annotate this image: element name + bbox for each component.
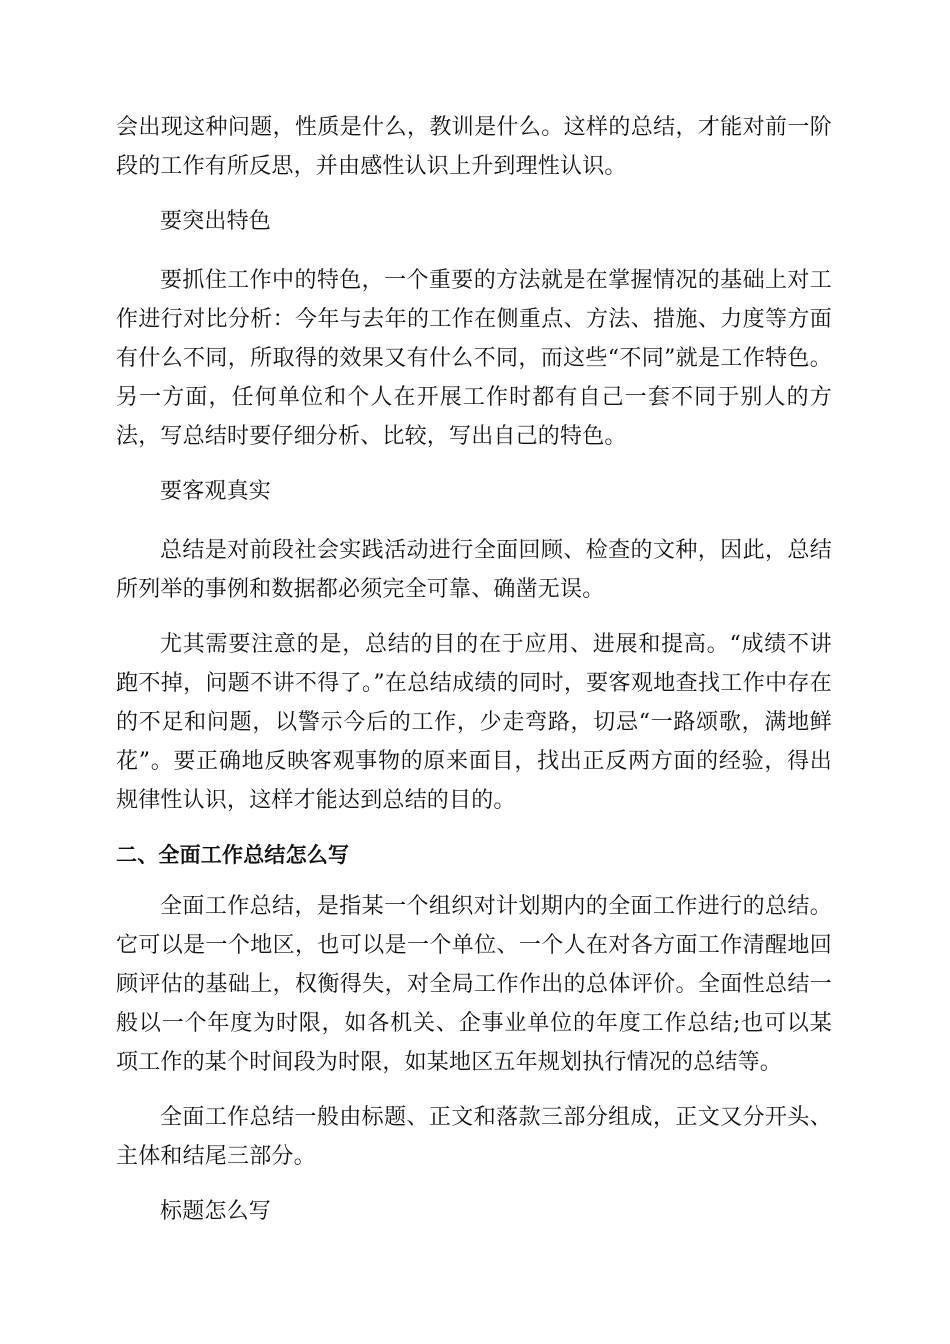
subheading-objective-truthful: 要客观真实	[160, 479, 272, 504]
paragraph-comprehensive-definition: 全面工作总结，是指某一个组织对计划期内的全面工作进行的总结。它可以是一个地区，也可以是一个单位、一个人在对各方面工作清醒地回顾评估的基础上，权衡得失，对全局工作作出的总体评价。全面性总结一般以一个年度为时限，如各机关、企事业单位的年度工作总结;也可以某项工作的某个时间段为时限，如某地区五年规划执行情况的总结等。	[116, 894, 832, 1075]
paragraph-objective-1: 总结是对前段社会实践活动进行全面回顾、检查的文种，因此，总结所列举的事例和数据都必须完全可靠、确凿无误。	[116, 538, 832, 602]
subheading-highlight-features: 要突出特色	[160, 209, 272, 234]
document-body	[116, 108, 832, 1251]
paragraph-objective-2: 尤其需要注意的是，总结的目的在于应用、进展和提高。“成绩不讲跑不掉，问题不讲不得了。”在总结成绩的同时，要客观地查找工作中存在的不足和问题，以警示今后的工作，少走弯路，切忌“一路颂歌，满地鲜花”。要正确地反映客观事物的原来面目，找出正反两方面的经验，得出规律性认识，这样才能达到总结的目的。	[116, 632, 832, 813]
paragraph-continuation: 会出现这种问题，性质是什么，教训是什么。这样的总结，才能对前一阶段的工作有所反思，并由感性认识上升到理性认识。	[116, 115, 832, 179]
section-heading-comprehensive-summary: 二、全面工作总结怎么写	[116, 843, 350, 867]
paragraph-features: 要抓住工作中的特色，一个重要的方法就是在掌握情况的基础上对工作进行对比分析：今年与去年的工作在侧重点、方法、措施、力度等方面有什么不同，所取得的效果又有什么不同，而这些“不同”就是工作特色。另一方面，任何单位和个人在开展工作时都有自己一套不同于别人的方法，写总结时要仔细分析、比较，写出自己的特色。	[116, 268, 832, 449]
paragraph-comprehensive-structure: 全面工作总结一般由标题、正文和落款三部分组成，正文又分开头、主体和结尾三部分。	[116, 1105, 832, 1169]
subheading-title-writing: 标题怎么写	[160, 1199, 272, 1224]
